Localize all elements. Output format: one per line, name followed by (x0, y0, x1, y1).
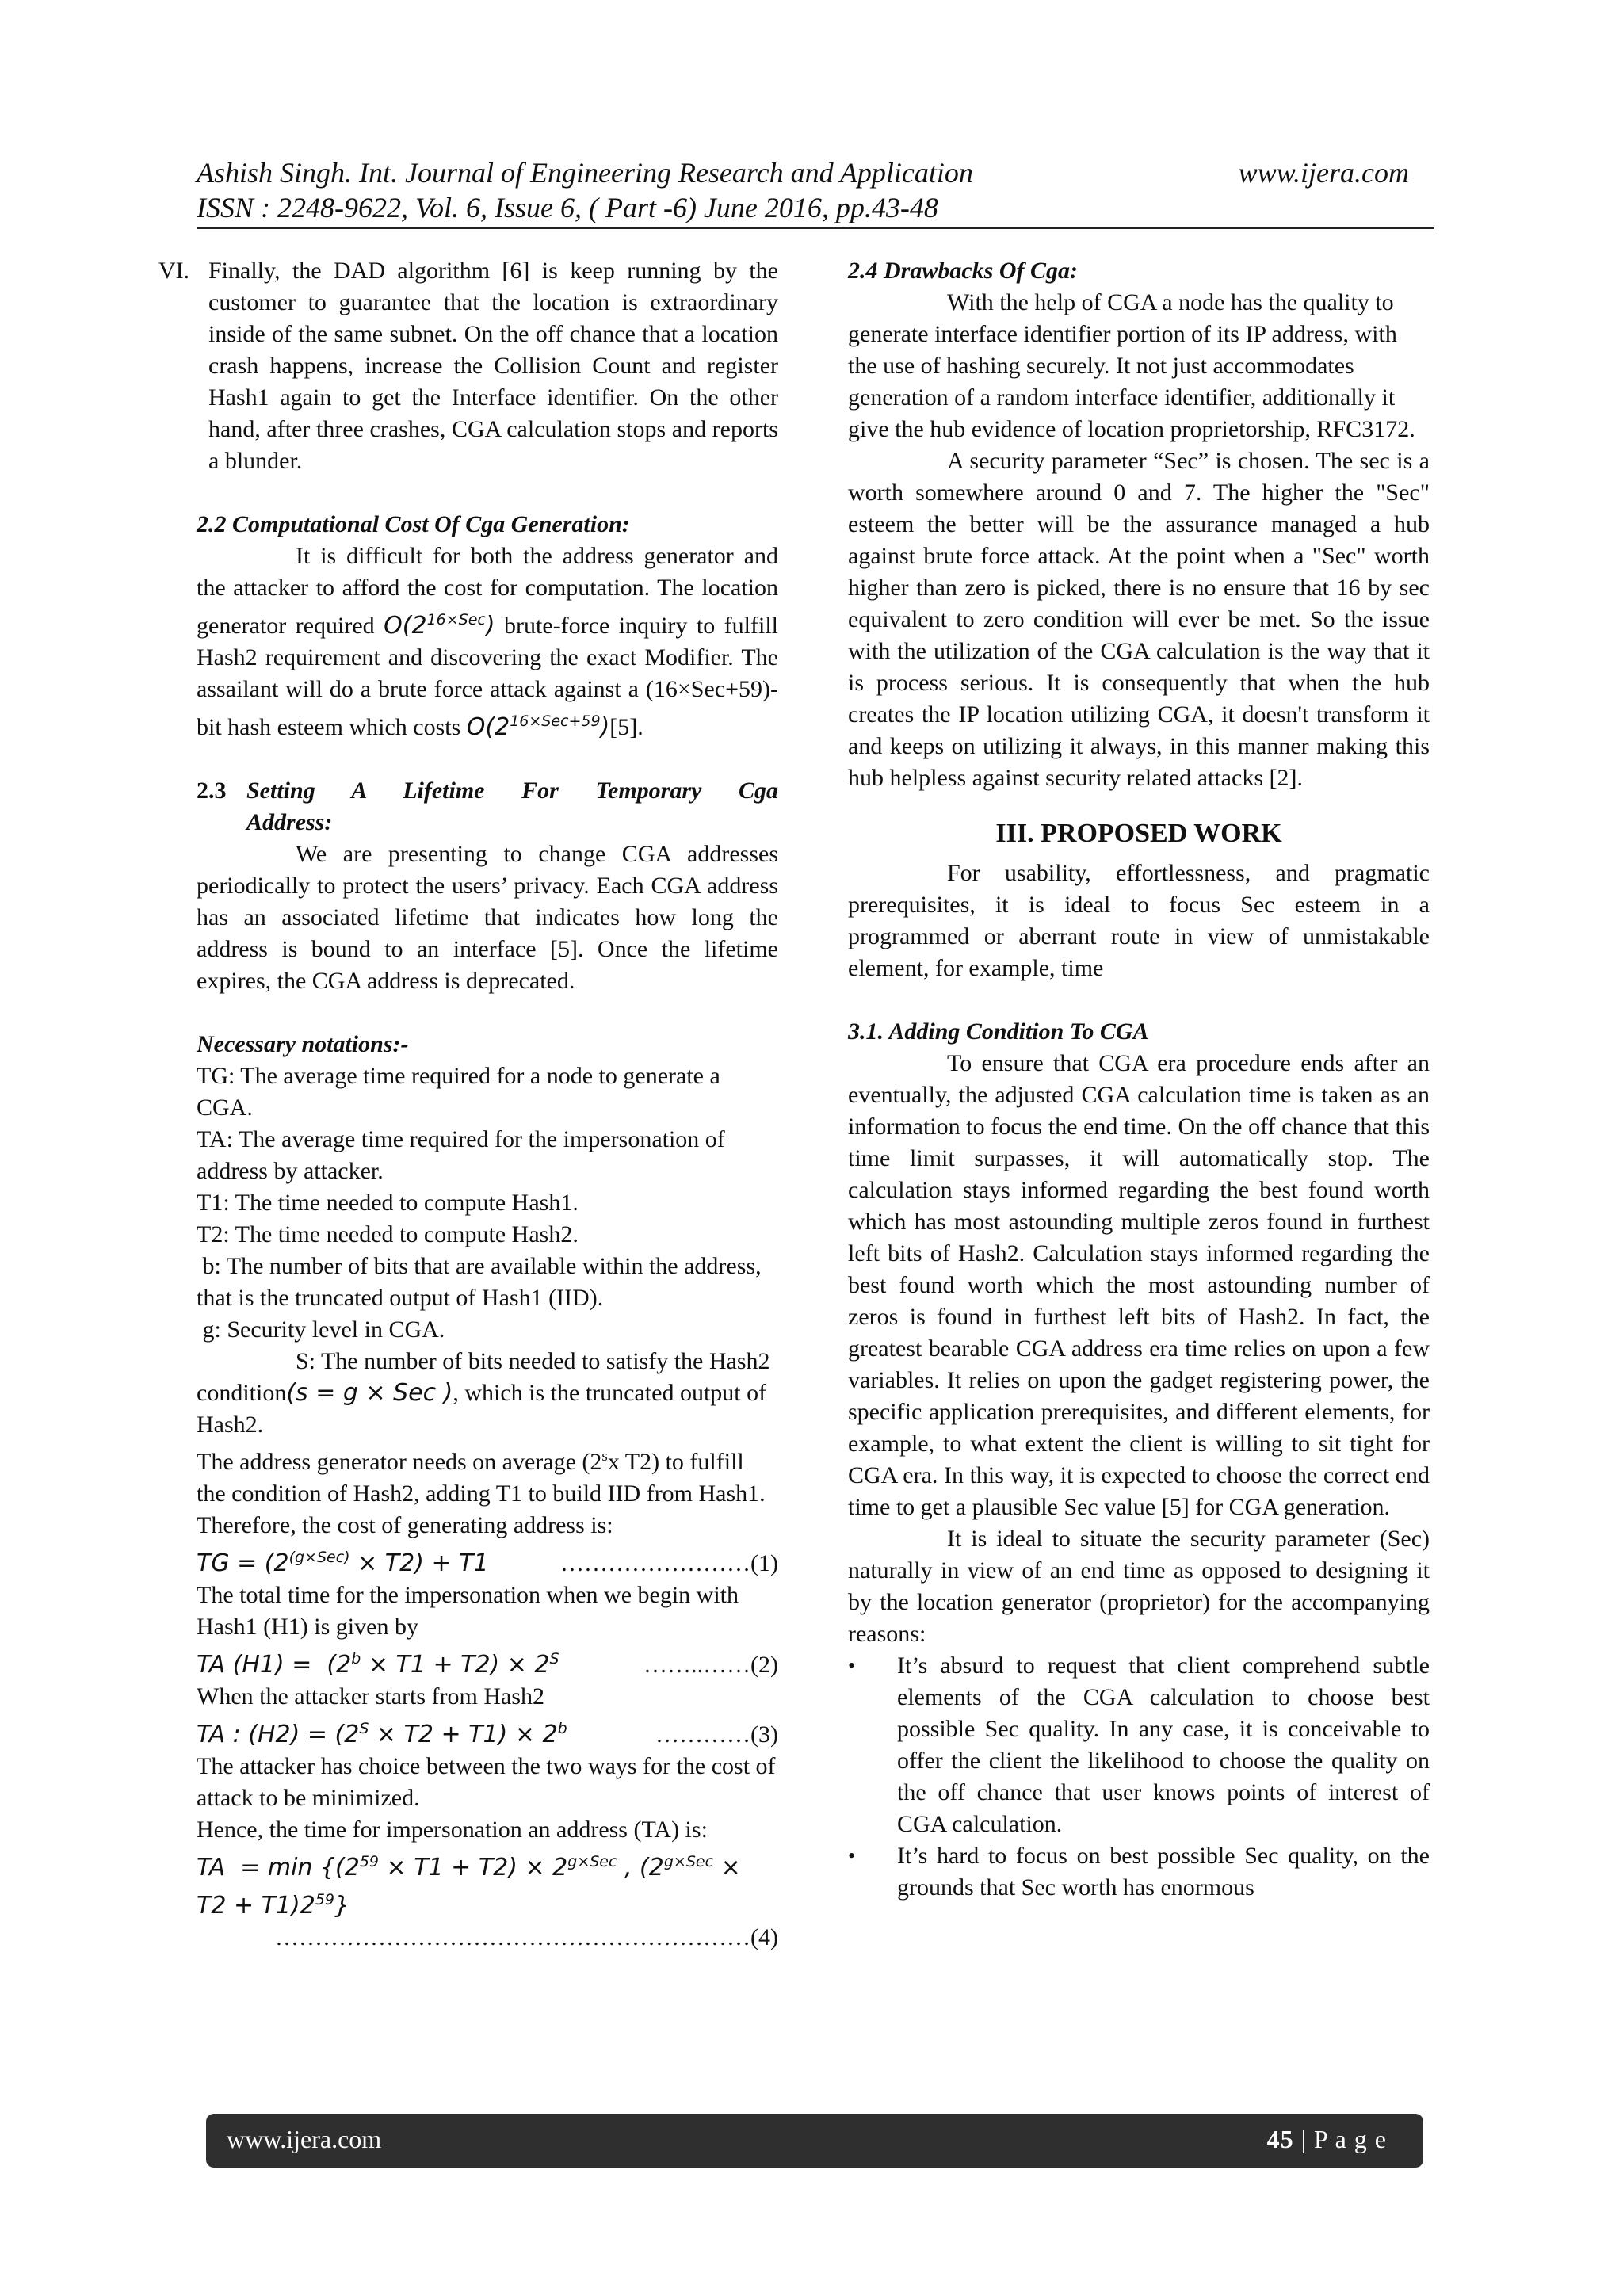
section-2-4-paragraph-2: A security parameter “Sec” is chosen. The sec is a worth somewhere around 0 and 7. The higher the "Sec" esteem the better will be the assurance managed a hub against brute force attack. At the point when a "Sec" worth higher than zero is picked, there is no ensure that 16 by sec equivalent to zero condition will ever be met. So the issue with the utilization of the CGA calculation is the way that it is process serious. It is consequently that when the hub creates the IP location utilizing CGA, it doesn't transform it and keeps on utilizing it always, in this manner making this hub helpless against security related attacks [2]. (848, 448, 1430, 791)
hash2-condition-formula: (s = g × Sec ) (286, 1379, 453, 1407)
equation-1-number: (1) (750, 1550, 778, 1576)
section-2-4-paragraph-1: With the help of CGA a node has the quality to generate interface identifier portion of its IP address, with the use of hashing securely. It not just accommodates generation of a random interface identifier, additionally it give the hub evidence of location proprietorship, RFC3172. (848, 289, 1415, 442)
bullet-icon: • (848, 1654, 856, 1677)
page-number: 45 | P a g e (1266, 2125, 1387, 2153)
section-3-1-paragraph-1: To ensure that CGA era procedure ends after an eventually, the adjusted CGA calculation time is taken as an information to focus the end time. On the off chance that this time limit surpasses, it will automatically stop. The calculation stays informed regarding the best found worth which has most astounding multiple zeros found in furthest left bits of Hash2. Calculation stays informed regarding the best found worth which the most astounding number of zeros is found in furthest left bits of Hash2. In fact, the greatest bearable CGA address era time relies on upon a few variables. It relies on upon the gadget registering power, the specific application prerequisites, and different elements, for example, to what extent the client is willing to sit tight for CGA era. In this way, it is expected to choose the correct end time to get a plausible Sec value [5] for CGA generation. (848, 1050, 1430, 1520)
equation-3: TA : $(H2) = (2^S \times T2 + T1) \times 2^b$ ………… (3) (197, 1713, 778, 1751)
attacker-h2-text: When the attacker starts from Hash2 (197, 1683, 544, 1710)
section-2-3-heading (197, 775, 778, 807)
list-item-vi (158, 255, 778, 477)
complexity-formula-2: $O(2^{16\times Sec+59})$ (466, 712, 610, 741)
equation-3-number: (3) (750, 1721, 778, 1748)
left-column (158, 255, 779, 1954)
running-header-line2: ISSN : 2248-9622, Vol. 6, Issue 6, ( Part -6) June 2016, pp.43-48 (197, 192, 938, 223)
section-number: 2.3 (197, 777, 227, 804)
section-3-paragraph: For usability, effortlessness, and pragmatic prerequisites, it is ideal to focus Sec esteem in a programmed or aberrant route in view of unmistakable element, for example, time (848, 860, 1430, 981)
equation-4-formula-line2: $T2 + T1)2^{59}$} (197, 1891, 350, 1920)
attacker-choice-text: The attacker has choice between the two ways for the cost of attack to be minimized. (197, 1753, 776, 1811)
section-2-3-paragraph: We are presenting to change CGA addresses periodically to protect the users’ privacy. Each CGA address has an associated lifetime that indicates how long the address is bound to an interface [5]. Once the lifetime expires, the CGA address is deprecated. (197, 841, 778, 994)
list-item-number: VI. (158, 258, 190, 284)
section-title-continued: Address: (246, 809, 333, 835)
list-item-text: Finally, the DAD algorithm [6] is keep running by the customer to guarantee that the location is extraordinary inside of the same subnet. On the off chance that a location crash happens, increase the Collision Count and register Hash1 again to get the Interface identifier. On the other hand, after three crashes, CGA calculation stops and reports a blunder. (208, 258, 778, 474)
notation-s: S: The number of bits needed to satisfy the Hash2 condition(s = g × Sec ), which is the truncated output of Hash2. (197, 1348, 770, 1438)
equation-4-formula: TA = $\min \{(2^{59} \times T1 + T2) \times 2^{g\times Sec}$ , ($2^{g\times Sec}$ × (197, 1853, 741, 1881)
notation-tg: TG: The average time required for a node to generate a CGA. (197, 1063, 720, 1121)
bullet-icon: • (848, 1844, 856, 1867)
hence-text: Hence, the time for impersonation an address (TA) is: (197, 1817, 708, 1843)
reasons-list (848, 1650, 1430, 1904)
notation-g: g: Security level in CGA. (197, 1316, 445, 1343)
list-item (848, 1650, 1430, 1840)
equation-2-formula: TA $(H1) = (2^b \times T1 + T2) \times 2^S$ (197, 1650, 559, 1679)
equation-3-formula: TA : $(H2) = (2^S \times T2 + T1) \times 2^b$ (197, 1720, 567, 1748)
equation-2-number: (2) (750, 1652, 778, 1678)
notation-ta: TA: The average time required for the impersonation of address by attacker. (197, 1126, 725, 1184)
journal-website[interactable]: www.ijera.com (1238, 157, 1409, 189)
list-item-text: It’s absurd to request that client comprehend subtle elements of the CGA calculation to choose best possible Sec quality. In any case, it is conceivable to offer the client the likelihood to choose the quality on the off chance that user knows points of interest of CGA calculation. (897, 1652, 1430, 1837)
notation-t1: T1: The time needed to compute Hash1. (197, 1190, 579, 1216)
section-title: Setting A Lifetime For Temporary Cga (246, 777, 778, 804)
list-item-text: It’s hard to focus on best possible Sec quality, on the grounds that Sec worth has enormous (897, 1843, 1430, 1901)
page-footer (206, 2114, 1423, 2168)
section-3-1-heading: 3.1. Adding Condition To CGA (848, 1018, 1149, 1045)
section-2-2-heading: 2.2 Computational Cost Of Cga Generation: (197, 511, 630, 537)
list-item (848, 1840, 1430, 1904)
complexity-formula-1: $O(2^{16\times Sec})$ (384, 611, 495, 640)
footer-website-link[interactable]: www.ijera.com (227, 2125, 382, 2153)
equation-2: TA $(H1) = (2^b \times T1 + T2) \times 2^S$ ……..…… (2) (197, 1643, 778, 1681)
section-3-heading: III. PROPOSED WORK (995, 819, 1282, 848)
equation-4: …………………………………………………… (4) (197, 1922, 778, 1954)
section-2-4-heading: 2.4 Drawbacks Of Cga: (848, 258, 1078, 284)
section-2-2-paragraph: It is difficult for both the address generator and the attacker to afford the cost for computation. The location generator required $O(2^{16\times Sec})$ brute-force inquiry to fulfill Hash2 requirement and discovering the exact Modifier. The assailant will do a brute force attack against a (16×Sec+59)-bit hash esteem which costs $O(2^{16\times Sec+59})[5]$. (197, 543, 779, 741)
running-header-line1 (197, 155, 1409, 190)
equation-4-number: (4) (750, 1924, 778, 1950)
equation-1: TG = $(2^{(g\times Sec)} \times T2) + T1$ …………………… (1) (197, 1541, 778, 1580)
notations-heading: Necessary notations:- (197, 1031, 409, 1057)
section-3-1-paragraph-2: It is ideal to situate the security parameter (Sec) naturally in view of an end time as opposed to designing it by the location generator (proprietor) for the accompanying reasons: (848, 1526, 1430, 1647)
notation-t2: T2: The time needed to compute Hash2. (197, 1221, 579, 1247)
generator-cost-text: The address generator needs on average (2$^s$x T2) to fulfill the condition of Hash2, adding T1 to build IID from Hash1. Therefore, the cost of generating address is: (197, 1448, 766, 1538)
header-divider (197, 227, 1434, 229)
equation-1-formula: TG = $(2^{(g\times Sec)} \times T2) + T1$ (197, 1549, 489, 1577)
notation-b: b: The number of bits that are available within the address, that is the truncated output of Hash1 (IID). (197, 1253, 768, 1311)
journal-citation: Ashish Singh. Int. Journal of Engineering Research and Application (197, 157, 973, 189)
impersonation-h1-text: The total time for the impersonation when we begin with Hash1 (H1) is given by (197, 1582, 739, 1640)
right-column (848, 255, 1430, 1904)
